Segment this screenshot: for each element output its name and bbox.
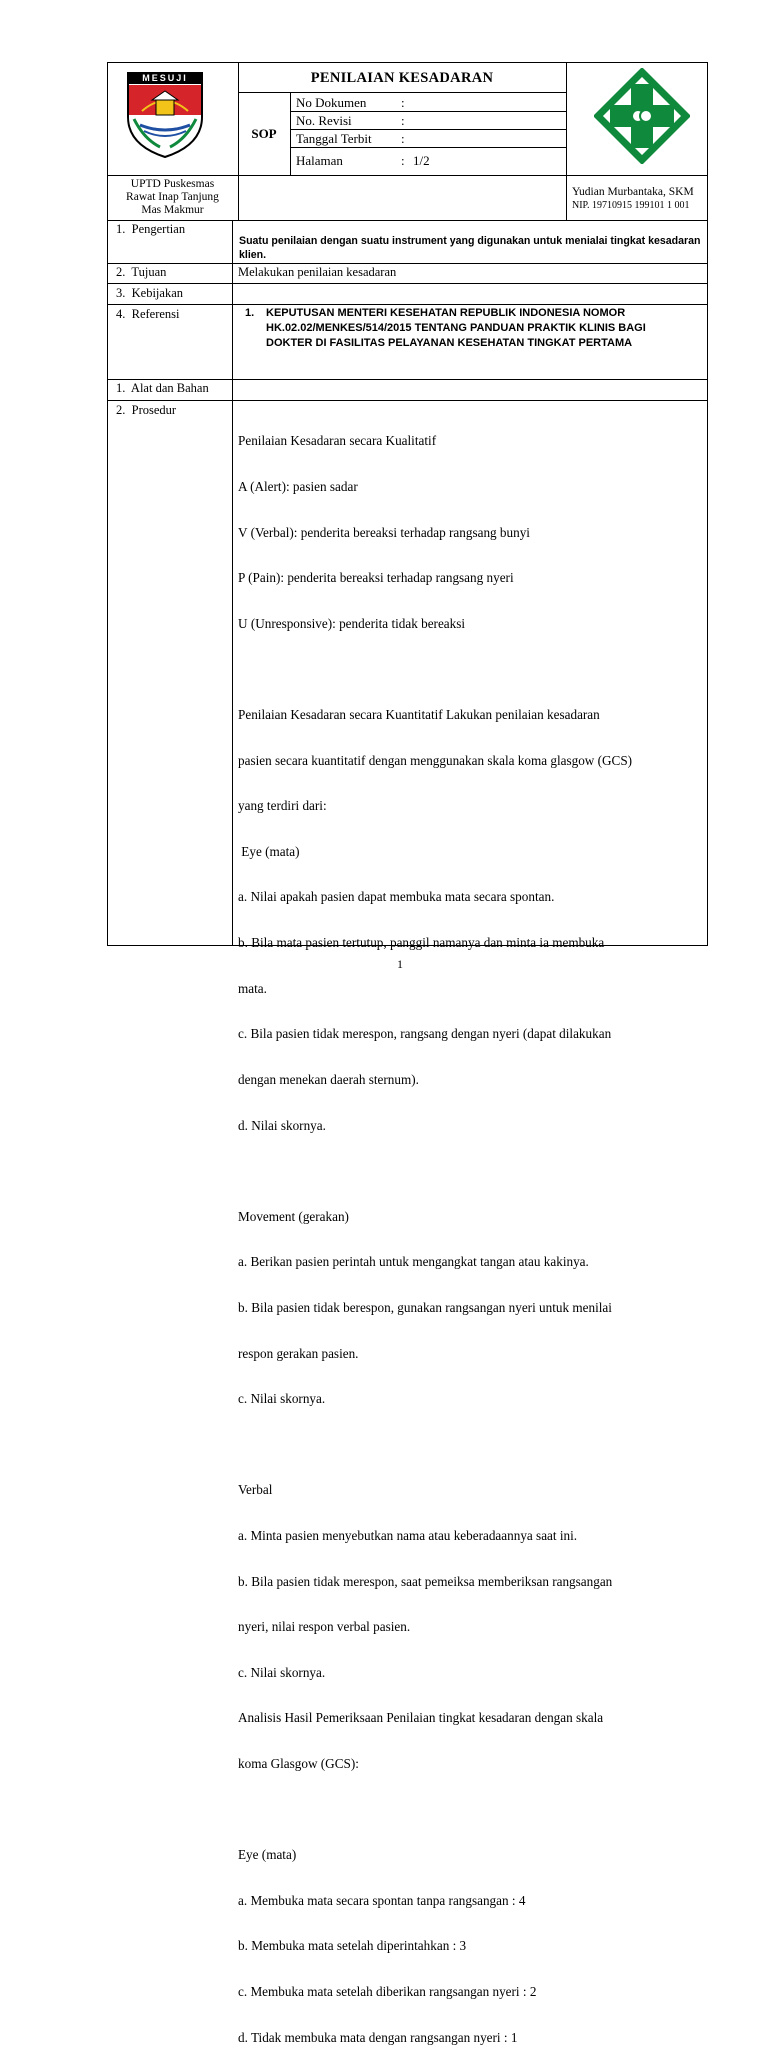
- page-title: PENILAIAN KESADARAN: [310, 70, 494, 86]
- field-label: No Dokumen: [296, 95, 367, 110]
- prosedur-line: a. Nilai apakah pasien dapat membuka mata secara spontan.: [238, 889, 555, 905]
- prosedur-line: Eye (mata): [238, 1847, 297, 1863]
- table-border: [290, 147, 566, 148]
- row-label-tujuan: 2. Tujuan: [116, 265, 167, 279]
- prosedur-line: V (Verbal): penderita bereaksi terhadap rangsang bunyi: [238, 524, 530, 540]
- prosedur-line: [238, 1163, 704, 1178]
- prosedur-line: [238, 1437, 704, 1452]
- prosedur-line: a. Minta pasien menyebutkan nama atau keberadaannya saat ini.: [238, 1527, 578, 1543]
- prosedur-line: dengan menekan daerah sternum).: [238, 1071, 419, 1087]
- mesuji-logo: [120, 69, 210, 159]
- prosedur-line: A (Alert): pasien sadar: [238, 479, 358, 495]
- table-border: [107, 175, 708, 176]
- field-label: No. Revisi: [296, 113, 352, 128]
- prosedur-line: Movement (gerakan): [238, 1208, 349, 1224]
- row-label-pengertian: 1. Pengertian: [116, 222, 186, 236]
- field-no-dokumen: [296, 95, 564, 110]
- prosedur-line: mata.: [238, 980, 267, 996]
- referensi-number: 1.: [245, 307, 255, 319]
- prosedur-line: pasien secara kuantitatif dengan menggunakan skala koma glasgow (GCS): [238, 752, 633, 768]
- table-border: [107, 400, 708, 401]
- table-border: [290, 111, 566, 112]
- field-label: Halaman: [296, 153, 343, 168]
- table-border: [238, 92, 566, 93]
- table-border: [107, 304, 708, 305]
- pengertian-text: Suatu penilaian dengan suatu instrument yang digunakan untuk menialai tingkat kesadaran klien.: [239, 235, 701, 261]
- prosedur-line: a. Membuka mata secara spontan tanpa rangsangan : 4: [238, 1892, 526, 1908]
- field-label: Tanggal Terbit: [296, 131, 372, 146]
- signer-nip: NIP. 19710915 199101 1 001: [572, 200, 690, 211]
- signer-name: Yudian Murbantaka, SKM: [572, 186, 694, 198]
- prosedur-line: b. Bila pasien tidak berespon, gunakan rangsangan nyeri untuk menilai: [238, 1299, 612, 1315]
- table-border: [107, 220, 708, 221]
- prosedur-line: c. Membuka mata setelah diberikan rangsangan nyeri : 2: [238, 1984, 537, 2000]
- prosedur-line: Verbal: [238, 1482, 273, 1498]
- prosedur-line: yang terdiri dari:: [238, 798, 327, 814]
- row-label-kebijakan: 3. Kebijakan: [116, 286, 183, 300]
- prosedur-line: d. Tidak membuka mata dengan rangsangan nyeri : 1: [238, 2029, 518, 2045]
- prosedur-line: d. Nilai skornya.: [238, 1117, 326, 1133]
- table-border: [107, 62, 708, 63]
- field-sep: :: [401, 113, 405, 128]
- page-number: 1: [397, 957, 403, 971]
- prosedur-line: [238, 661, 704, 676]
- tujuan-text: Melakukan penilaian kesadaran: [238, 265, 397, 279]
- sop-label: SOP: [251, 126, 277, 141]
- row-label-prosedur: 2. Prosedur: [116, 403, 177, 417]
- table-border: [107, 263, 708, 264]
- prosedur-line: Eye (mata): [238, 843, 300, 859]
- prosedur-line: b. Membuka mata setelah diperintahkan : 3: [238, 1938, 467, 1954]
- org-name: [107, 178, 238, 217]
- org-line: Mas Makmur: [141, 204, 204, 216]
- field-sep: :: [401, 95, 405, 110]
- table-border: [566, 62, 567, 220]
- row-label-referensi: 4. Referensi: [116, 307, 180, 321]
- table-border: [107, 283, 708, 284]
- prosedur-line: respon gerakan pasien.: [238, 1345, 359, 1361]
- prosedur-line: Penilaian Kesadaran secara Kualitatif: [238, 433, 437, 449]
- field-sep: :: [401, 153, 405, 168]
- prosedur-line: c. Nilai skornya.: [238, 1664, 326, 1680]
- prosedur-line: c. Bila pasien tidak merespon, rangsang dengan nyeri (dapat dilakukan: [238, 1026, 612, 1042]
- prosedur-line: koma Glasgow (GCS):: [238, 1756, 359, 1772]
- field-value: 1/2: [413, 153, 430, 168]
- org-line: Rawat Inap Tanjung: [126, 191, 219, 203]
- field-no-revisi: [296, 113, 564, 128]
- prosedur-line: c. Nilai skornya.: [238, 1391, 326, 1407]
- org-line: UPTD Puskesmas: [130, 178, 215, 190]
- referensi-text: KEPUTUSAN MENTERI KESEHATAN REPUBLIK INDONESIA NOMOR HK.02.02/MENKES/514/2015 TENTANG PANDUAN PRAKTIK KLINIS BAGI DOKTER DI FASILITAS PELAYANAN KESEHATAN TINGKAT PERTAMA: [266, 307, 646, 349]
- prosedur-line: b. Bila pasien tidak merespon, saat pemeiksa memberiksan rangsangan: [238, 1573, 613, 1589]
- table-border: [107, 379, 708, 380]
- table-border: [290, 129, 566, 130]
- prosedur-line: b. Bila mata pasien tertutup, panggil namanya dan minta ia membuka: [238, 935, 605, 951]
- signer-block: [572, 186, 708, 212]
- prosedur-line: U (Unresponsive): penderita tidak bereaksi: [238, 615, 466, 631]
- prosedur-line: Penilaian Kesadaran secara Kuantitatif Lakukan penilaian kesadaran: [238, 707, 600, 723]
- prosedur-line: nyeri, nilai respon verbal pasien.: [238, 1619, 411, 1635]
- table-border: [232, 220, 233, 946]
- logo-text: MESUJI: [142, 73, 188, 83]
- field-sep: :: [401, 131, 405, 146]
- prosedur-line: [238, 1802, 704, 1817]
- row-label-alat-bahan: 1. Alat dan Bahan: [116, 381, 209, 395]
- table-border: [290, 92, 291, 175]
- prosedur-line: a. Berikan pasien perintah untuk mengangkat tangan atau kakinya.: [238, 1254, 589, 1270]
- prosedur-line: P (Pain): penderita bereaksi terhadap rangsang nyeri: [238, 570, 514, 586]
- prosedur-line: Analisis Hasil Pemeriksaan Penilaian tingkat kesadaran dengan skala: [238, 1710, 604, 1726]
- field-halaman: [296, 153, 564, 168]
- field-tanggal-terbit: [296, 131, 564, 146]
- puskesmas-logo: [594, 68, 690, 164]
- prosedur-text: [238, 403, 704, 2048]
